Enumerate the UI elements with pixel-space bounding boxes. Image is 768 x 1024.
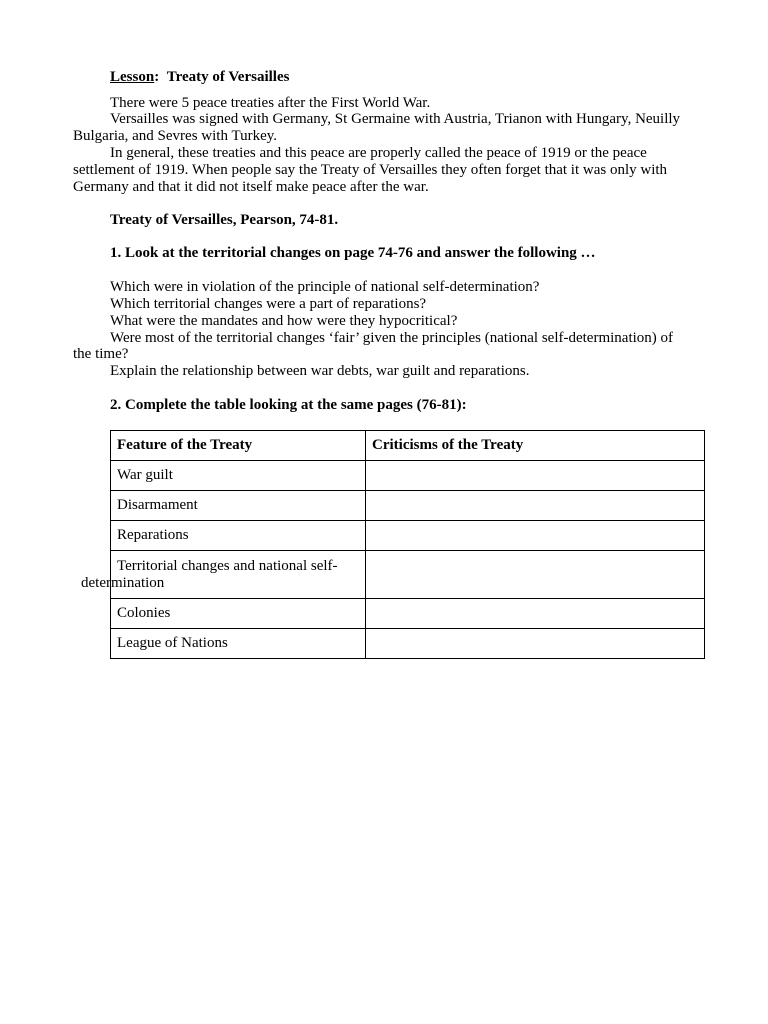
criticism-cell[interactable] — [366, 629, 705, 659]
lesson-heading: Lesson: Treaty of Versailles — [110, 69, 290, 85]
lesson-label: Lesson — [110, 69, 155, 85]
feature-cell-line-1: Territorial changes and national self- — [117, 558, 338, 574]
intro-paragraph-3-line-2: settlement of 1919. When people say the Treaty of Versailles they often forget that it was only with — [73, 162, 668, 178]
criticism-cell[interactable] — [366, 599, 705, 629]
question-4-line-1: Were most of the territorial changes ‘fair’ given the principles (national self-determination) of — [110, 330, 674, 346]
feature-cell: Reparations — [111, 521, 366, 551]
criticism-cell[interactable] — [366, 461, 705, 491]
intro-paragraph-3-line-3: Germany and that it did not itself make peace after the war. — [73, 179, 429, 195]
feature-cell: Colonies — [111, 599, 366, 629]
criticism-cell[interactable] — [366, 491, 705, 521]
table-row — [111, 461, 705, 491]
table-row — [111, 521, 705, 551]
table-header-row — [111, 431, 705, 461]
intro-paragraph-2-line-1: Versailles was signed with Germany, St Germaine with Austria, Trianon with Hungary, Neuilly — [110, 111, 681, 127]
criticism-cell[interactable] — [366, 551, 705, 599]
table-row — [111, 551, 705, 599]
feature-cell: League of Nations — [111, 629, 366, 659]
feature-cell-line-2: determination — [81, 575, 165, 591]
feature-cell — [81, 551, 366, 599]
question-1: Which were in violation of the principle of national self-determination? — [110, 279, 540, 295]
source-reference: Treaty of Versailles, Pearson, 74-81. — [110, 212, 339, 228]
table-header-criticism: Criticisms of the Treaty — [366, 431, 705, 461]
task-2-heading: 2. Complete the table looking at the same pages (76-81): — [110, 397, 467, 413]
table-header-feature: Feature of the Treaty — [111, 431, 366, 461]
intro-paragraph-3-line-1: In general, these treaties and this peace are properly called the peace of 1919 or the peace — [110, 145, 647, 161]
feature-cell: War guilt — [111, 461, 366, 491]
table-row — [111, 629, 705, 659]
feature-cell: Disarmament — [111, 491, 366, 521]
table-row — [111, 599, 705, 629]
question-3: What were the mandates and how were they hypocritical? — [110, 313, 458, 329]
intro-paragraph-2-line-2: Bulgaria, and Sevres with Turkey. — [73, 128, 278, 144]
question-5: Explain the relationship between war debts, war guilt and reparations. — [110, 363, 530, 379]
intro-paragraph-1: There were 5 peace treaties after the First World War. — [110, 95, 431, 111]
task-1-heading: 1. Look at the territorial changes on page 74-76 and answer the following … — [110, 245, 596, 261]
table-row — [111, 491, 705, 521]
treaty-features-table — [81, 430, 705, 659]
criticism-cell[interactable] — [366, 521, 705, 551]
question-4-line-2: the time? — [73, 346, 129, 362]
question-2: Which territorial changes were a part of reparations? — [110, 296, 427, 312]
lesson-title: Treaty of Versailles — [166, 69, 290, 85]
